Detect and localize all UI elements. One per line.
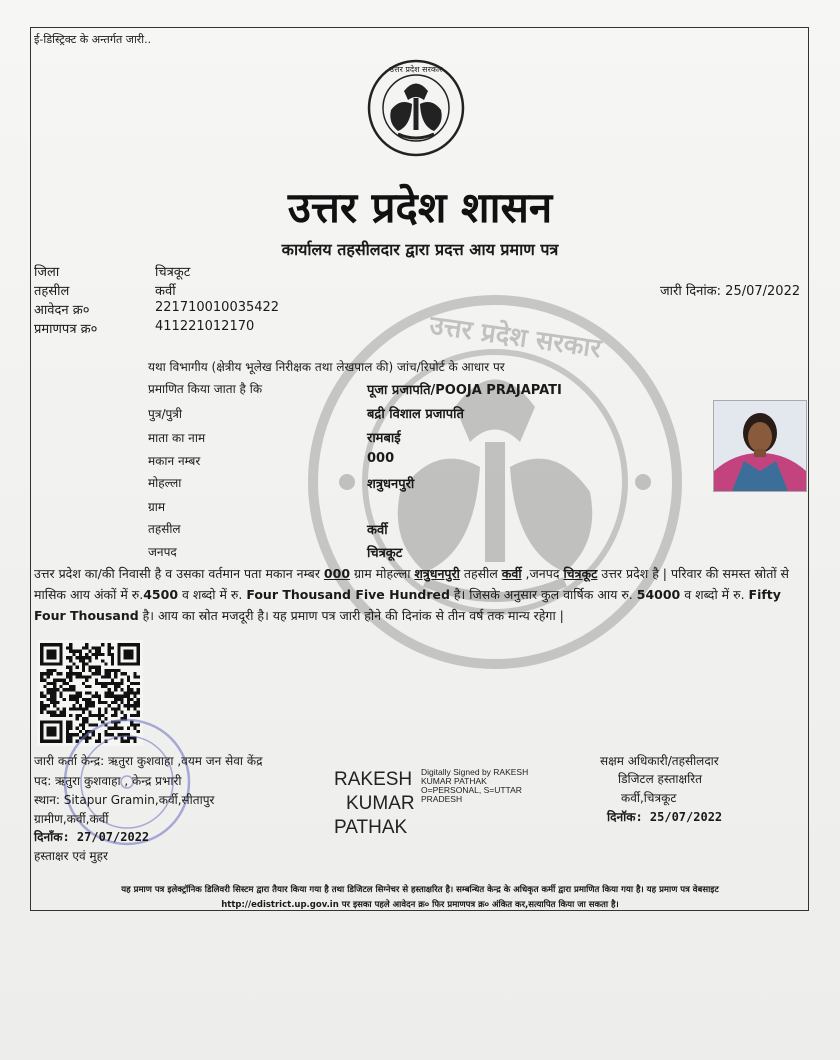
monthly-income-words: Four Thousand Five Hundred bbox=[246, 587, 450, 602]
issue-date: जारी दिनांक: 25/07/2022 bbox=[660, 284, 801, 299]
mohalla-value: शत्रुधनपुरी bbox=[367, 477, 415, 492]
district-value: चित्रकूट bbox=[155, 265, 191, 280]
tehsil-detail-value: कर्वी bbox=[367, 523, 388, 538]
mother-value: रामबाई bbox=[367, 431, 401, 446]
footer-note-2: http://edistrict.up.gov.in पर इसका पहले आवेदन क्र० फिर प्रमाणपत्र क्र० अंकित कर,सत्यापित किया जा सकता है। bbox=[221, 900, 619, 910]
digital-sign-line-3: O=PERSONAL, S=UTTAR bbox=[421, 785, 522, 795]
certificate-label: प्रमाणपत्र क्र० bbox=[34, 322, 98, 337]
applicant-photo bbox=[713, 400, 807, 492]
annual-income: 54000 bbox=[636, 587, 681, 602]
signer-name-line-3: PATHAK bbox=[334, 817, 408, 838]
mother-label: माता का नाम bbox=[148, 431, 206, 445]
annual-income-words: Fifty Four Thousand bbox=[34, 587, 781, 623]
house-value: 000 bbox=[367, 451, 395, 466]
application-label: आवेदन क्र० bbox=[34, 303, 90, 318]
issuer-place-2: ग्रामीण,कर्वी,कर्वी bbox=[34, 812, 109, 826]
house-label: मकान नम्बर bbox=[148, 454, 201, 468]
tehsil-label: तहसील bbox=[34, 284, 70, 299]
authority-digital: डिजिटल हस्ताक्षरित bbox=[618, 772, 702, 786]
para-house: 000 bbox=[323, 566, 351, 581]
para-mohalla: शत्रुधनपुरी bbox=[414, 566, 460, 581]
janpad-value: चित्रकूट bbox=[367, 546, 403, 561]
up-government-emblem-icon bbox=[366, 58, 466, 158]
issuer-date: दिनाँक: 27/07/2022 bbox=[34, 830, 150, 844]
authority-title: सक्षम अधिकारी/तहसीलदार bbox=[600, 754, 719, 768]
watermark-text: उत्तर प्रदेश सरकार bbox=[427, 310, 603, 365]
digital-sign-line-1: Digitally Signed by RAKESH bbox=[421, 767, 529, 777]
issuer-post: पद: ऋतुरा कुशवाहा , केन्द्र प्रभारी bbox=[34, 774, 182, 788]
para-janpad: चित्रकूट bbox=[563, 566, 598, 581]
header-note: ई-डिस्ट्रिक्ट के अन्तर्गत जारी.. bbox=[34, 33, 152, 46]
intro-line-1: यथा विभागीय (क्षेत्रीय भूलेख निरीक्षक तथा लेखपाल की) जांच/रिपोर्ट के आधार पर bbox=[148, 360, 505, 374]
authority-place: कर्वी,चित्रकूट bbox=[621, 791, 677, 805]
page-title: उत्तर प्रदेश शासन bbox=[287, 183, 553, 232]
parent-value: बद्री विशाल प्रजापति bbox=[367, 407, 464, 422]
issuer-place: स्थान: Sitapur Gramin,कर्वी,सीतापुर bbox=[34, 793, 215, 807]
page-subtitle: कार्यालय तहसीलदार द्वारा प्रदत्त आय प्रमाण पत्र bbox=[281, 240, 559, 259]
para-tehsil: कर्वी bbox=[501, 566, 522, 581]
digital-sign-line-2: KUMAR PATHAK bbox=[421, 776, 487, 786]
tehsil-detail-label: तहसील bbox=[148, 522, 181, 536]
monthly-income: 4500 bbox=[143, 587, 179, 602]
emblem-text: उत्तर प्रदेश सरकार bbox=[389, 65, 443, 74]
parent-label: पुत्र/पुत्री bbox=[148, 407, 183, 421]
village-label: ग्राम bbox=[148, 500, 166, 514]
issuer-center: जारी कर्ता केन्द्र: ऋतुरा कुशवाहा ,वयम जन सेवा केंद्र bbox=[34, 754, 263, 768]
application-number: 221710010035422 bbox=[155, 300, 280, 315]
signer-name-line-2: KUMAR bbox=[346, 793, 415, 814]
tehsil-value: कर्वी bbox=[155, 284, 176, 299]
signer-name-line-1: RAKESH bbox=[334, 769, 413, 790]
applicant-name: पूजा प्रजापति/POOJA PRAJAPATI bbox=[367, 383, 562, 398]
intro-line-2: प्रमाणित किया जाता है कि bbox=[148, 382, 263, 396]
digital-sign-line-4: PRADESH bbox=[421, 794, 463, 804]
certificate-number: 411221012170 bbox=[155, 319, 255, 334]
mohalla-label: मोहल्ला bbox=[148, 476, 182, 490]
janpad-label: जनपद bbox=[148, 545, 177, 559]
authority-date: दिनॉक: 25/07/2022 bbox=[607, 810, 723, 824]
certificate-paragraph: उत्तर प्रदेश का/की निवासी है व उसका वर्तमान पता मकान नम्बर 000 ग्राम मोहल्ला शत्रुधनपुरी तहसील कर्वी ,जनपद चित्रकूट उत्तर प्रदेश है | परिवार की समस्त स्रोतों से मासिक आय अंकों में रु.4500 व शब्दो में रु. Four Thousand Five Hundred है। जिसके अनुसार कुल वार्षिक आय रु. 54000 व शब्दो में रु. Fifty Four Thousand है। आय का स्रोत मजदूरी है। यह प्रमाण पत्र जारी होने की दिनांक से तीन वर्ष तक मान्य रहेगा | bbox=[34, 566, 790, 623]
footer-note-1: यह प्रमाण पत्र इलेक्ट्रॉनिक डिलिवरी सिस्टम द्वारा तैयार किया गया है तथा डिजिटल सिग्नेचर से हस्ताक्षरित है। सम्बन्धित केन्द्र के अधिकृत कर्मी द्वारा प्रमाणित किया गया है। यह प्रमाण पत्र वेबसाइट bbox=[121, 885, 719, 895]
district-label: जिला bbox=[34, 265, 60, 280]
signature-and-seal-label: हस्ताक्षर एवं मुहर bbox=[34, 849, 108, 863]
